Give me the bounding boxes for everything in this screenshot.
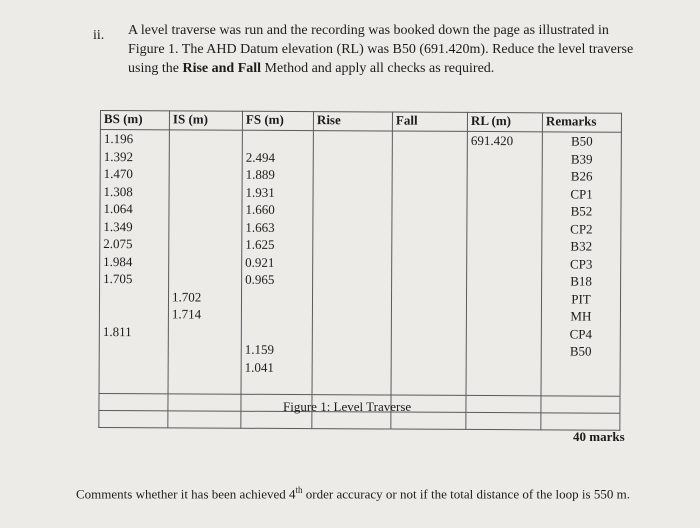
bs-column bbox=[99, 130, 169, 394]
level-traverse-table bbox=[98, 110, 622, 430]
fs-cell: 1.889 bbox=[245, 166, 275, 182]
is-cell: 1.714 bbox=[171, 306, 202, 322]
remark-cell: B50 bbox=[570, 133, 593, 149]
remark-cell: CP2 bbox=[570, 220, 593, 237]
header-is: IS (m) bbox=[169, 111, 242, 130]
bs-cell: 1.705 bbox=[103, 271, 133, 287]
remark-cell: PIT bbox=[571, 290, 591, 307]
remark-cell: CP4 bbox=[569, 325, 593, 342]
bs-cell: 1.349 bbox=[103, 218, 133, 234]
remark-cell: B52 bbox=[570, 203, 593, 219]
remark-cell: CP1 bbox=[570, 185, 593, 202]
figure-caption: Figure 1: Level Traverse bbox=[283, 399, 412, 414]
bs-cell: 1.392 bbox=[103, 148, 134, 164]
remark-cell: B18 bbox=[570, 273, 592, 289]
rise-column bbox=[312, 131, 392, 395]
comment-sup: th bbox=[295, 485, 303, 495]
fs-cell: 1.663 bbox=[245, 219, 275, 235]
header-remarks: Remarks bbox=[542, 113, 621, 132]
fs-cell: 1.159 bbox=[244, 341, 275, 357]
remark-cell: B50 bbox=[569, 343, 592, 359]
header-fall: Fall bbox=[392, 112, 467, 131]
bs-cell: 2.075 bbox=[103, 236, 133, 252]
fs-cell: 1.041 bbox=[244, 359, 274, 375]
bs-cell: 1.196 bbox=[103, 131, 134, 147]
question-text-part1: A level traverse was run and the recording was booked down the page as illustrated in Figure 1. The AHD Datum elevation (RL) was B50 (691.420m). Reduce the level traverse using the bbox=[128, 23, 634, 76]
comment-part2: order accuracy or not if the total distance of the loop is 550 m. bbox=[302, 486, 630, 502]
bs-cell: 1.064 bbox=[103, 201, 133, 217]
header-rl: RL (m) bbox=[467, 112, 542, 131]
rl-column bbox=[466, 131, 542, 395]
fs-cell: 1.931 bbox=[245, 184, 275, 200]
remark-cell: CP3 bbox=[569, 255, 593, 272]
remark-cell: B26 bbox=[570, 168, 593, 184]
remark-cell: MH bbox=[570, 308, 592, 324]
remarks-column bbox=[541, 132, 621, 396]
header-fs: FS (m) bbox=[242, 111, 313, 130]
bs-cell: 1.308 bbox=[103, 183, 133, 199]
header-rise: Rise bbox=[313, 112, 392, 131]
is-column bbox=[168, 130, 242, 394]
fs-cell: 2.494 bbox=[245, 149, 276, 165]
fs-cell: 0.921 bbox=[245, 254, 275, 270]
comment-part1: Comments whether it has been achieved 4 bbox=[76, 486, 296, 502]
fall-column bbox=[391, 131, 467, 395]
question-number: ii. bbox=[93, 28, 105, 43]
fs-column bbox=[241, 130, 313, 394]
bs-cell: 1.811 bbox=[102, 323, 132, 339]
question-text-part2: Method and apply all checks as required. bbox=[261, 61, 495, 76]
is-cell: 1.702 bbox=[171, 288, 202, 305]
remark-cell: B39 bbox=[570, 150, 593, 167]
question-text bbox=[128, 21, 648, 78]
initial-rl: 691.420 bbox=[470, 132, 514, 149]
fs-cell: 0.965 bbox=[245, 271, 275, 287]
bs-cell: 1.470 bbox=[103, 166, 133, 182]
remark-cell: B32 bbox=[570, 238, 593, 254]
marks-label: 40 marks bbox=[573, 429, 625, 444]
question-method: Rise and Fall bbox=[182, 61, 262, 76]
comment-text bbox=[76, 481, 646, 503]
bs-cell: 1.984 bbox=[103, 253, 133, 269]
fs-cell: 1.660 bbox=[245, 201, 275, 217]
header-bs: BS (m) bbox=[100, 111, 169, 130]
fs-cell: 1.625 bbox=[245, 236, 275, 252]
